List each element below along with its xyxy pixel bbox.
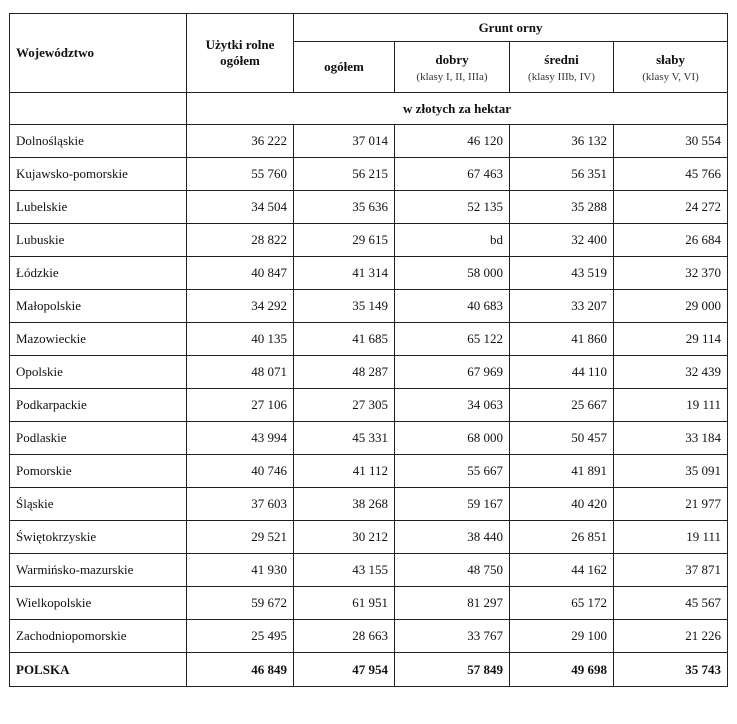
cell-agri: 59 672 — [187, 587, 294, 620]
table-row — [10, 587, 728, 620]
cell-good: 40 683 — [395, 290, 510, 323]
table-row — [10, 323, 728, 356]
cell-agri: 37 603 — [187, 488, 294, 521]
cell-total: 30 212 — [294, 521, 395, 554]
cell-total: 41 112 — [294, 455, 395, 488]
header-total: ogółem — [294, 42, 395, 93]
cell-agri: 29 521 — [187, 521, 294, 554]
cell-medium: 44 162 — [510, 554, 614, 587]
land-price-table — [9, 13, 728, 687]
table-row — [10, 422, 728, 455]
cell-total: 56 215 — [294, 158, 395, 191]
cell-poor: 32 439 — [614, 356, 728, 389]
table-body — [10, 125, 728, 687]
cell-poor: 26 684 — [614, 224, 728, 257]
cell-agri: 46 849 — [187, 653, 294, 687]
cell-name: Mazowieckie — [10, 323, 187, 356]
table-row — [10, 125, 728, 158]
cell-good: 48 750 — [395, 554, 510, 587]
cell-good: 59 167 — [395, 488, 510, 521]
cell-agri: 43 994 — [187, 422, 294, 455]
cell-name: Śląskie — [10, 488, 187, 521]
cell-medium: 35 288 — [510, 191, 614, 224]
header-agri-land: Użytki rolne ogółem — [187, 14, 294, 93]
cell-agri: 40 847 — [187, 257, 294, 290]
cell-total: 35 636 — [294, 191, 395, 224]
cell-medium: 36 132 — [510, 125, 614, 158]
cell-good: bd — [395, 224, 510, 257]
cell-medium: 44 110 — [510, 356, 614, 389]
table-row — [10, 224, 728, 257]
cell-poor: 45 567 — [614, 587, 728, 620]
cell-medium: 25 667 — [510, 389, 614, 422]
cell-poor: 35 091 — [614, 455, 728, 488]
cell-medium: 43 519 — [510, 257, 614, 290]
cell-good: 65 122 — [395, 323, 510, 356]
cell-name: Opolskie — [10, 356, 187, 389]
cell-total: 41 685 — [294, 323, 395, 356]
cell-good: 55 667 — [395, 455, 510, 488]
header-poor — [614, 42, 728, 93]
cell-good: 52 135 — [395, 191, 510, 224]
table-row — [10, 290, 728, 323]
cell-total: 41 314 — [294, 257, 395, 290]
cell-medium: 49 698 — [510, 653, 614, 687]
header-good — [395, 42, 510, 93]
cell-poor: 45 766 — [614, 158, 728, 191]
cell-name: Kujawsko-pomorskie — [10, 158, 187, 191]
cell-good: 34 063 — [395, 389, 510, 422]
table-row — [10, 488, 728, 521]
cell-total: 45 331 — [294, 422, 395, 455]
cell-agri: 48 071 — [187, 356, 294, 389]
cell-name: Łódzkie — [10, 257, 187, 290]
cell-name: Dolnośląskie — [10, 125, 187, 158]
table-row — [10, 191, 728, 224]
cell-medium: 26 851 — [510, 521, 614, 554]
header-voivodeship: Województwo — [10, 14, 187, 93]
cell-poor: 30 554 — [614, 125, 728, 158]
header-row-unit — [10, 93, 728, 125]
cell-agri: 27 106 — [187, 389, 294, 422]
cell-name: Zachodniopomorskie — [10, 620, 187, 653]
cell-medium: 40 420 — [510, 488, 614, 521]
header-poor-sub: (klasy V, VI) — [642, 70, 699, 83]
cell-total: 27 305 — [294, 389, 395, 422]
cell-name: Małopolskie — [10, 290, 187, 323]
cell-good: 38 440 — [395, 521, 510, 554]
cell-poor: 32 370 — [614, 257, 728, 290]
cell-total: 28 663 — [294, 620, 395, 653]
table-row — [10, 521, 728, 554]
cell-poor: 29 000 — [614, 290, 728, 323]
cell-poor: 21 226 — [614, 620, 728, 653]
header-good-sub: (klasy I, II, IIIa) — [416, 70, 488, 83]
cell-total: 35 149 — [294, 290, 395, 323]
table-row — [10, 158, 728, 191]
cell-poor: 24 272 — [614, 191, 728, 224]
cell-medium: 32 400 — [510, 224, 614, 257]
cell-total: 29 615 — [294, 224, 395, 257]
cell-name: Lubuskie — [10, 224, 187, 257]
cell-name: Świętokrzyskie — [10, 521, 187, 554]
cell-medium: 41 860 — [510, 323, 614, 356]
cell-name: Warmińsko-mazurskie — [10, 554, 187, 587]
cell-good: 33 767 — [395, 620, 510, 653]
table-row — [10, 257, 728, 290]
cell-good: 81 297 — [395, 587, 510, 620]
cell-total: 61 951 — [294, 587, 395, 620]
cell-poor: 19 111 — [614, 521, 728, 554]
header-medium-label: średni — [544, 51, 579, 67]
cell-poor: 19 111 — [614, 389, 728, 422]
cell-agri: 34 292 — [187, 290, 294, 323]
table-row — [10, 389, 728, 422]
cell-agri: 28 822 — [187, 224, 294, 257]
header-medium-sub: (klasy IIIb, IV) — [528, 70, 595, 83]
cell-name: Wielkopolskie — [10, 587, 187, 620]
table-row — [10, 455, 728, 488]
header-unit: w złotych za hektar — [187, 93, 728, 125]
cell-medium: 29 100 — [510, 620, 614, 653]
cell-medium: 33 207 — [510, 290, 614, 323]
cell-agri: 36 222 — [187, 125, 294, 158]
cell-medium: 56 351 — [510, 158, 614, 191]
cell-good: 46 120 — [395, 125, 510, 158]
header-good-label: dobry — [435, 51, 469, 67]
header-medium — [510, 42, 614, 93]
cell-name: Lubelskie — [10, 191, 187, 224]
header-blank — [10, 93, 187, 125]
cell-agri: 55 760 — [187, 158, 294, 191]
cell-poor: 33 184 — [614, 422, 728, 455]
cell-total: 43 155 — [294, 554, 395, 587]
cell-name: Podlaskie — [10, 422, 187, 455]
cell-poor: 21 977 — [614, 488, 728, 521]
cell-good: 57 849 — [395, 653, 510, 687]
header-poor-label: słaby — [656, 51, 685, 67]
header-arable: Grunt orny — [294, 14, 728, 42]
cell-poor: 37 871 — [614, 554, 728, 587]
cell-name: Pomorskie — [10, 455, 187, 488]
price-table-container — [9, 13, 728, 687]
total-row — [10, 653, 728, 687]
cell-total: 47 954 — [294, 653, 395, 687]
cell-agri: 40 135 — [187, 323, 294, 356]
cell-good: 67 969 — [395, 356, 510, 389]
cell-total: 37 014 — [294, 125, 395, 158]
cell-good: 67 463 — [395, 158, 510, 191]
cell-medium: 50 457 — [510, 422, 614, 455]
cell-good: 58 000 — [395, 257, 510, 290]
table-row — [10, 554, 728, 587]
cell-agri: 40 746 — [187, 455, 294, 488]
cell-total: 48 287 — [294, 356, 395, 389]
cell-medium: 65 172 — [510, 587, 614, 620]
header-row-1 — [10, 14, 728, 42]
cell-agri: 34 504 — [187, 191, 294, 224]
cell-total: 38 268 — [294, 488, 395, 521]
table-row — [10, 356, 728, 389]
cell-agri: 25 495 — [187, 620, 294, 653]
cell-agri: 41 930 — [187, 554, 294, 587]
cell-medium: 41 891 — [510, 455, 614, 488]
cell-poor: 29 114 — [614, 323, 728, 356]
cell-good: 68 000 — [395, 422, 510, 455]
cell-name: POLSKA — [10, 653, 187, 687]
table-row — [10, 620, 728, 653]
cell-name: Podkarpackie — [10, 389, 187, 422]
cell-poor: 35 743 — [614, 653, 728, 687]
